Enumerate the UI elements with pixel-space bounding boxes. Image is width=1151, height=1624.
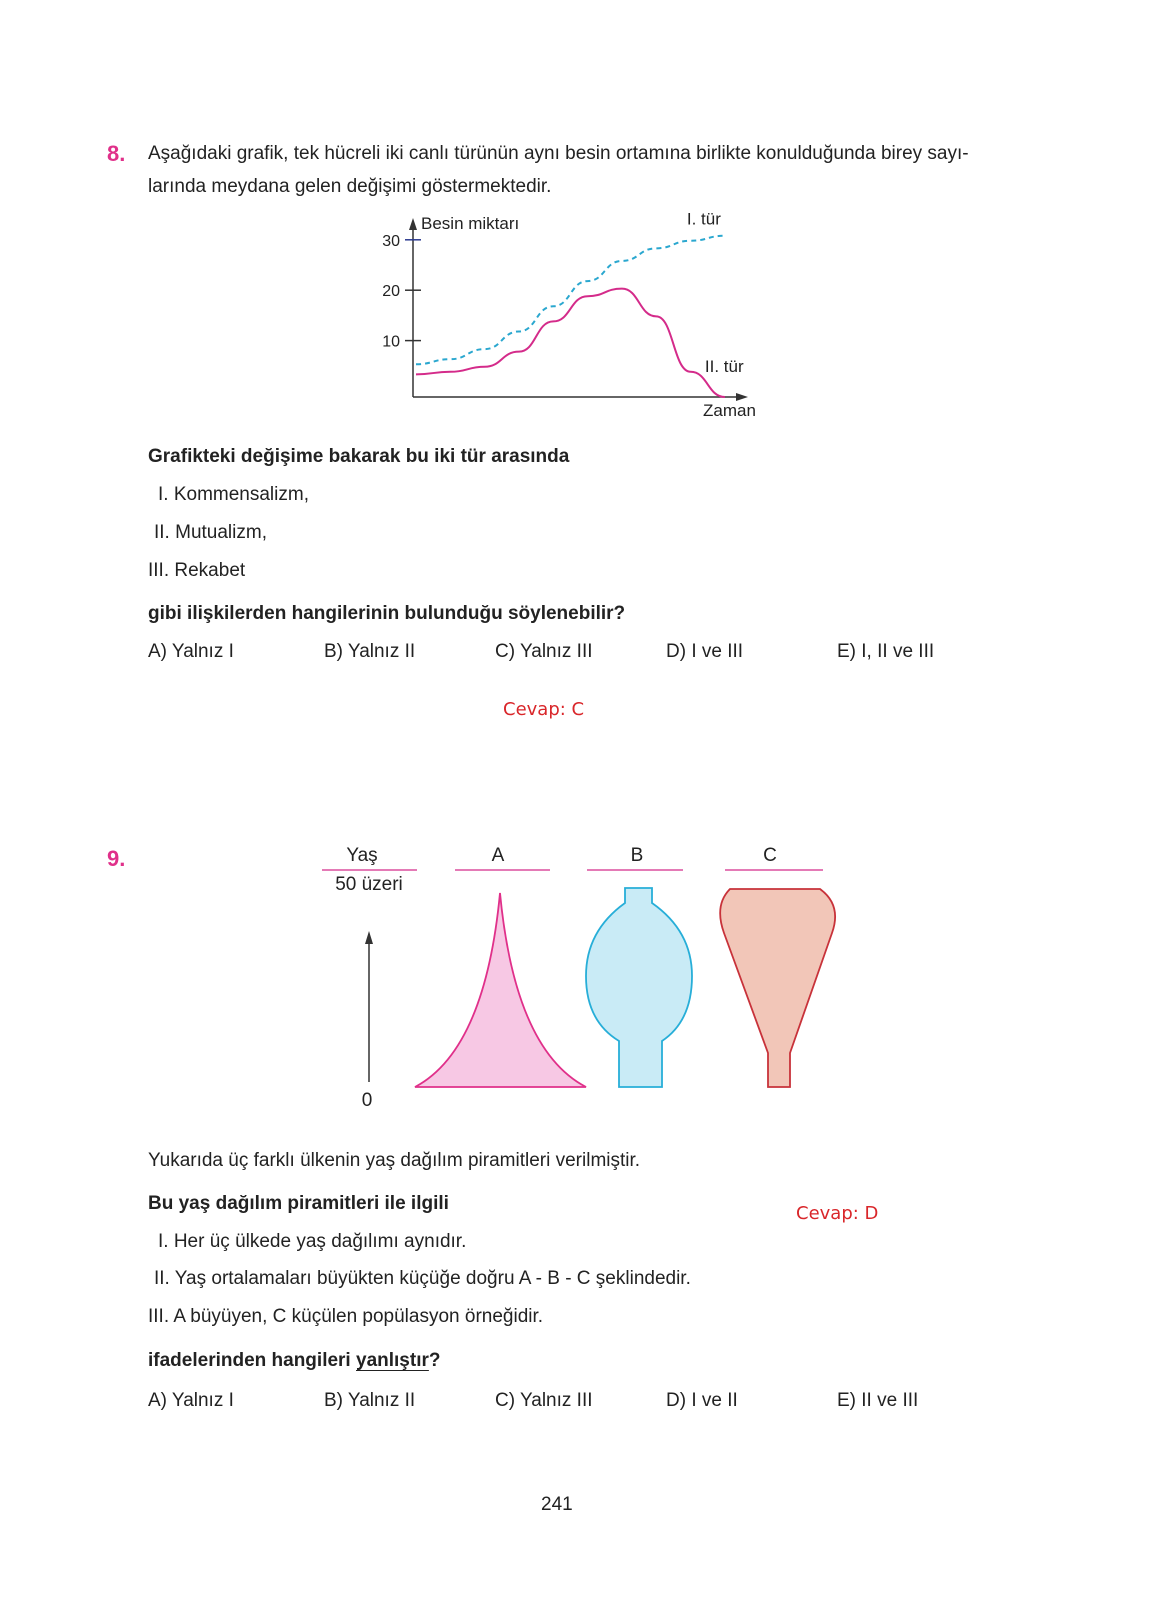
question-8-lead: Grafikteki değişime bakarak bu iki tür arasında bbox=[148, 446, 570, 467]
pyramid-a-label: A bbox=[491, 845, 505, 866]
q9-option-a[interactable]: A) Yalnız I bbox=[148, 1390, 234, 1411]
series-label-2: II. tür bbox=[704, 357, 744, 376]
y-tick-label: 20 bbox=[382, 283, 400, 301]
question-9-item-3: III. A büyüyen, C küçülen popülasyon örneğidir. bbox=[148, 1306, 544, 1327]
age-zero-label: 0 bbox=[361, 1090, 373, 1111]
pyramid-c-label: C bbox=[763, 845, 777, 866]
q9-answer: Cevap: D bbox=[796, 1203, 879, 1224]
q8-option-e[interactable]: E) I, II ve III bbox=[837, 641, 935, 662]
series-label-1: I. tür bbox=[686, 209, 721, 229]
question-8-item-3: III. Rekabet bbox=[148, 560, 246, 581]
question-9-question-prefix: ifadelerinden hangileri bbox=[148, 1350, 356, 1371]
q9-pyramids bbox=[320, 835, 860, 1120]
question-9-question bbox=[148, 1344, 440, 1378]
question-9-lead: Bu yaş dağılım piramitleri ile ilgili bbox=[148, 1193, 449, 1214]
q9-option-e[interactable]: E) II ve III bbox=[837, 1390, 919, 1411]
question-9-question-suffix: ? bbox=[428, 1350, 441, 1371]
q9-option-b[interactable]: B) Yalnız II bbox=[324, 1390, 416, 1411]
pyramid-c-shape bbox=[720, 889, 835, 1087]
q8-chart bbox=[360, 208, 780, 433]
pyramid-b-shape bbox=[586, 888, 692, 1087]
pyramid-b-label: B bbox=[630, 845, 644, 866]
series-line-2 bbox=[416, 289, 725, 397]
question-9-stem: Yukarıda üç farklı ülkenin yaş dağılım piramitleri verilmiştir. bbox=[148, 1150, 641, 1171]
x-axis-arrow-icon bbox=[736, 393, 748, 401]
q9-option-d[interactable]: D) I ve II bbox=[666, 1390, 738, 1411]
question-9-underlined-word: yanlıştır bbox=[356, 1350, 429, 1371]
question-8-item-1: I. Kommensalizm, bbox=[158, 484, 309, 505]
question-9-number: 9. bbox=[107, 846, 126, 871]
question-8-stem-line2: larında meydana gelen değişimi göstermektedir. bbox=[148, 176, 552, 197]
y-axis-label: Besin miktarı bbox=[421, 214, 520, 233]
question-8-stem-line1: Aşağıdaki grafik, tek hücreli iki canlı türünün aynı besin ortamına birlikte konulduğunda birey sayı- bbox=[148, 143, 969, 164]
age-axis-arrow-icon bbox=[365, 931, 373, 944]
question-9-item-1: I. Her üç ülkede yaş dağılımı aynıdır. bbox=[158, 1231, 467, 1252]
question-8-question: gibi ilişkilerden hangilerinin bulunduğu söylenebilir? bbox=[148, 603, 626, 624]
age-top-label: 50 üzeri bbox=[335, 874, 403, 895]
page-number: 241 bbox=[541, 1494, 573, 1515]
question-8-item-2: II. Mutualizm, bbox=[154, 522, 267, 543]
question-9-item-2: II. Yaş ortalamaları büyükten küçüğe doğru A - B - C şeklindedir. bbox=[154, 1268, 691, 1289]
q8-option-c[interactable]: C) Yalnız III bbox=[495, 641, 593, 662]
q8-option-d[interactable]: D) I ve III bbox=[666, 641, 744, 662]
age-header: Yaş bbox=[346, 845, 378, 866]
pyramid-a-shape bbox=[415, 893, 586, 1087]
q8-option-a[interactable]: A) Yalnız I bbox=[148, 641, 234, 662]
q8-option-b[interactable]: B) Yalnız II bbox=[324, 641, 416, 662]
q9-option-c[interactable]: C) Yalnız III bbox=[495, 1390, 593, 1411]
q8-answer: Cevap: C bbox=[503, 699, 585, 720]
y-tick-label: 10 bbox=[382, 333, 400, 351]
question-8-number: 8. bbox=[107, 141, 126, 166]
y-tick-label: 30 bbox=[382, 232, 400, 250]
y-axis-arrow-icon bbox=[409, 218, 417, 230]
x-axis-label: Zaman bbox=[703, 401, 756, 420]
series-line-1 bbox=[416, 236, 725, 365]
